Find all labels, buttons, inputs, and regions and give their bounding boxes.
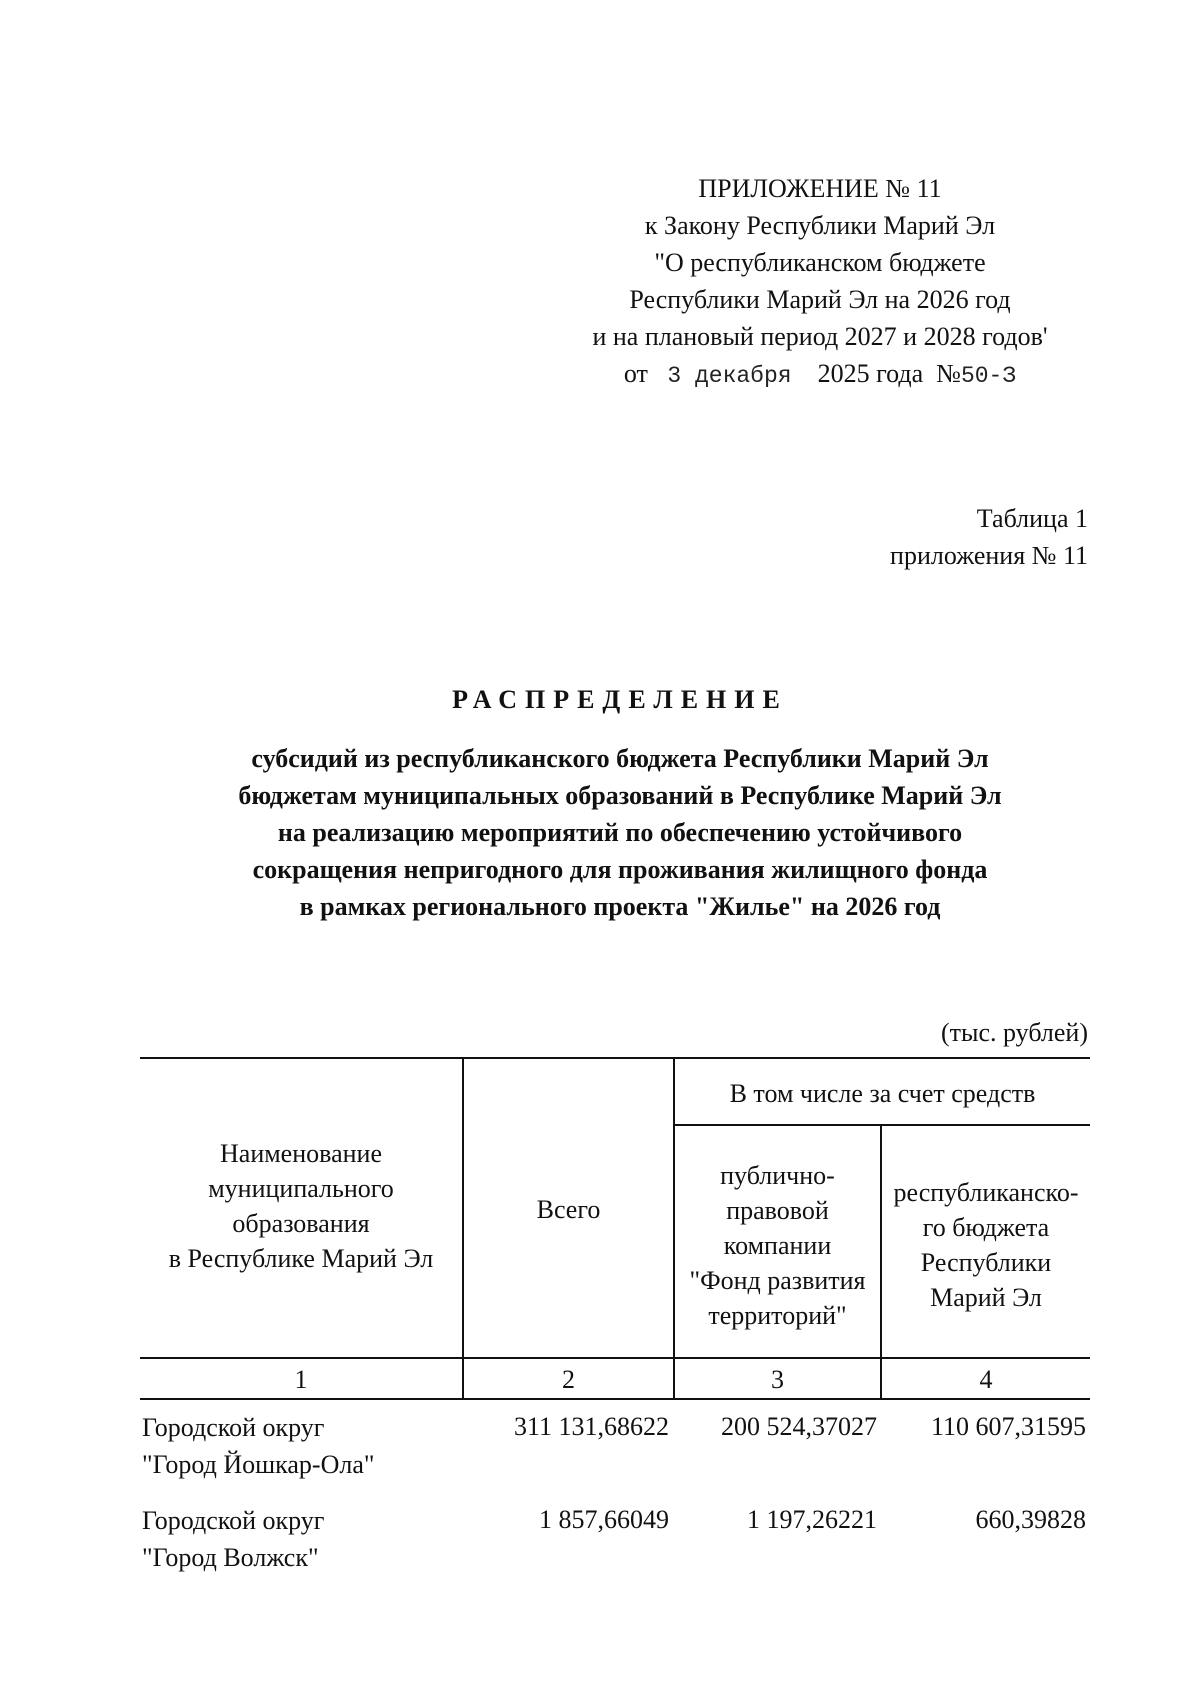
table-appendix: приложения № 11 bbox=[890, 541, 1088, 570]
row-name-line: "Город Йошкар-Ола" bbox=[142, 1450, 375, 1479]
col3-header-line: территорий" bbox=[708, 1301, 847, 1330]
col1-header-line: в Республике Марий Эл bbox=[168, 1244, 434, 1273]
col-number-3: 3 bbox=[771, 1365, 784, 1394]
appendix-header bbox=[560, 170, 1080, 395]
col3-header-line: публично- bbox=[720, 1161, 835, 1190]
col4-header-line: Марий Эл bbox=[930, 1283, 1042, 1312]
subtitle-line: на реализацию мероприятий по обеспечению устойчивого bbox=[277, 818, 963, 847]
row-fund: 200 524,37027 bbox=[721, 1412, 877, 1441]
col3-header-line: правовой bbox=[726, 1196, 829, 1225]
row-name-line: Городской округ bbox=[142, 1413, 325, 1442]
column-numbers-border bbox=[140, 1398, 1090, 1400]
units-label: (тыс. рублей) bbox=[940, 1018, 1088, 1047]
document-title: РАСПРЕДЕЛЕНИЕ bbox=[452, 685, 788, 714]
row-total: 311 131,68622 bbox=[513, 1412, 669, 1441]
appendix-number: ПРИЛОЖЕНИЕ № 11 bbox=[698, 174, 942, 203]
group-header: В том числе за счет средств bbox=[729, 1079, 1036, 1108]
col1-header bbox=[140, 1136, 462, 1276]
law-title-line2: Республики Марий Эл на 2026 год bbox=[629, 285, 1011, 314]
table-top-border bbox=[140, 1057, 1090, 1059]
law-number: 50-З bbox=[960, 363, 1017, 389]
header-bottom-border bbox=[140, 1357, 1090, 1359]
col4-header bbox=[882, 1175, 1090, 1315]
col-number-1: 1 bbox=[294, 1365, 308, 1394]
document-subtitle bbox=[170, 740, 1070, 925]
col1-header-line: Наименование bbox=[220, 1139, 382, 1168]
row-total: 1 857,66049 bbox=[539, 1505, 669, 1534]
date-prefix: от bbox=[623, 359, 648, 388]
col-number-2: 2 bbox=[562, 1365, 575, 1394]
col1-header-line: образования bbox=[232, 1209, 370, 1238]
subtitle-line: бюджетам муниципальных образований в Республике Марий Эл bbox=[238, 781, 1002, 810]
col4-header-line: Республики bbox=[920, 1248, 1052, 1277]
col3-header bbox=[675, 1158, 880, 1333]
col-number-4: 4 bbox=[979, 1365, 993, 1394]
row-fund: 1 197,26221 bbox=[747, 1505, 877, 1534]
row-municipality-name bbox=[142, 1502, 324, 1576]
col3-header-line: компании bbox=[723, 1231, 832, 1260]
col4-header-line: го бюджета bbox=[922, 1213, 1050, 1242]
subtitle-line: сокращения непригодного для проживания жилищного фонда bbox=[252, 855, 988, 884]
number-label: № bbox=[936, 359, 961, 388]
col4-header-line: республиканско- bbox=[893, 1178, 1079, 1207]
subtitle-line: субсидий из республиканского бюджета Республики Марий Эл bbox=[251, 744, 989, 773]
law-title-line1: "О республиканском бюджете bbox=[654, 248, 986, 277]
date-day: 3 декабря bbox=[667, 363, 792, 389]
row-republic: 110 607,31595 bbox=[930, 1412, 1086, 1441]
law-title-line3: и на плановый период 2027 и 2028 годов' bbox=[592, 322, 1048, 351]
table-reference bbox=[890, 500, 1088, 574]
law-reference: к Закону Республики Марий Эл bbox=[644, 211, 996, 240]
table-number: Таблица 1 bbox=[976, 504, 1088, 533]
row-name-line: "Город Волжск" bbox=[142, 1543, 319, 1572]
date-year: 2025 года bbox=[817, 359, 924, 388]
col-divider-1 bbox=[462, 1057, 464, 1400]
subtitle-line: в рамках регионального проекта "Жилье" на 2026 год bbox=[299, 892, 941, 921]
row-republic: 660,39828 bbox=[975, 1505, 1086, 1534]
row-name-line: Городской округ bbox=[142, 1506, 325, 1535]
col1-header-line: муниципального bbox=[208, 1174, 394, 1203]
col2-header: Всего bbox=[536, 1195, 601, 1224]
row-municipality-name bbox=[142, 1409, 374, 1483]
law-date bbox=[560, 355, 1080, 395]
col3-header-line: "Фонд развития bbox=[689, 1266, 866, 1295]
